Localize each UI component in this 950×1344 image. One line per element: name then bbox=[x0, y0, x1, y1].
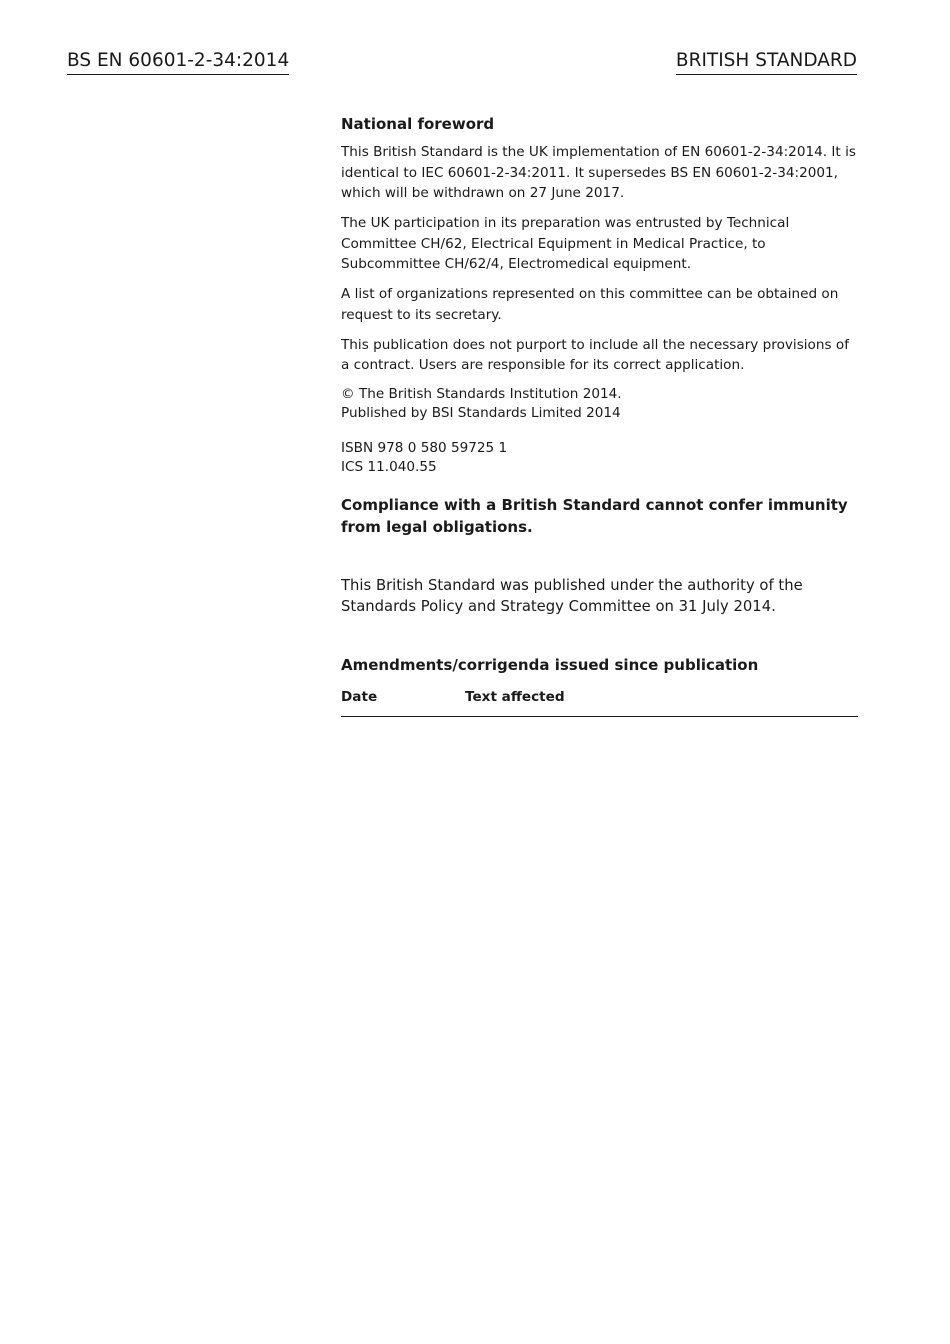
standard-type-header: BRITISH STANDARD bbox=[676, 49, 857, 75]
copyright-line: © The British Standards Institution 2014. bbox=[341, 386, 622, 402]
column-header-date: Date bbox=[341, 689, 378, 705]
authority-statement: This British Standard was published under the authority of the Standards Policy and Strategy Committee on 31 July 2014. bbox=[341, 577, 803, 615]
amendments-table-header bbox=[341, 688, 858, 717]
foreword-paragraph-organizations: A list of organizations represented on this committee can be obtained on request to its secretary. bbox=[341, 286, 839, 323]
foreword-paragraph-implementation: This British Standard is the UK implementation of EN 60601-2-34:2014. It is identical to IEC 60601-2-34:2011. It supersedes BS EN 60601-2-34:2001, which will be withdrawn on 27 June 2017. bbox=[341, 144, 856, 201]
foreword-paragraph-participation: The UK participation in its preparation was entrusted by Technical Committee CH/62, Electrical Equipment in Medical Practice, to Subcommittee CH/62/4, Electromedical equipment. bbox=[341, 215, 790, 272]
ics-line: ICS 11.040.55 bbox=[341, 458, 437, 475]
compliance-statement: Compliance with a British Standard cannot confer immunity from legal obligations. bbox=[341, 496, 848, 536]
amendments-title: Amendments/corrigenda issued since publication bbox=[341, 656, 759, 674]
isbn-line: ISBN 978 0 580 59725 1 bbox=[341, 440, 508, 456]
foreword-paragraph-provisions: This publication does not purport to include all the necessary provisions of a contract. Users are responsible for its correct application. bbox=[341, 336, 849, 373]
document-number-header: BS EN 60601-2-34:2014 bbox=[67, 49, 289, 75]
column-header-text-affected: Text affected bbox=[465, 689, 565, 705]
identifiers bbox=[341, 439, 858, 476]
national-foreword-section bbox=[341, 113, 858, 717]
foreword-title: National foreword bbox=[341, 115, 495, 133]
publisher-line: Published by BSI Standards Limited 2014 bbox=[341, 404, 621, 421]
copyright-notice bbox=[341, 385, 858, 422]
